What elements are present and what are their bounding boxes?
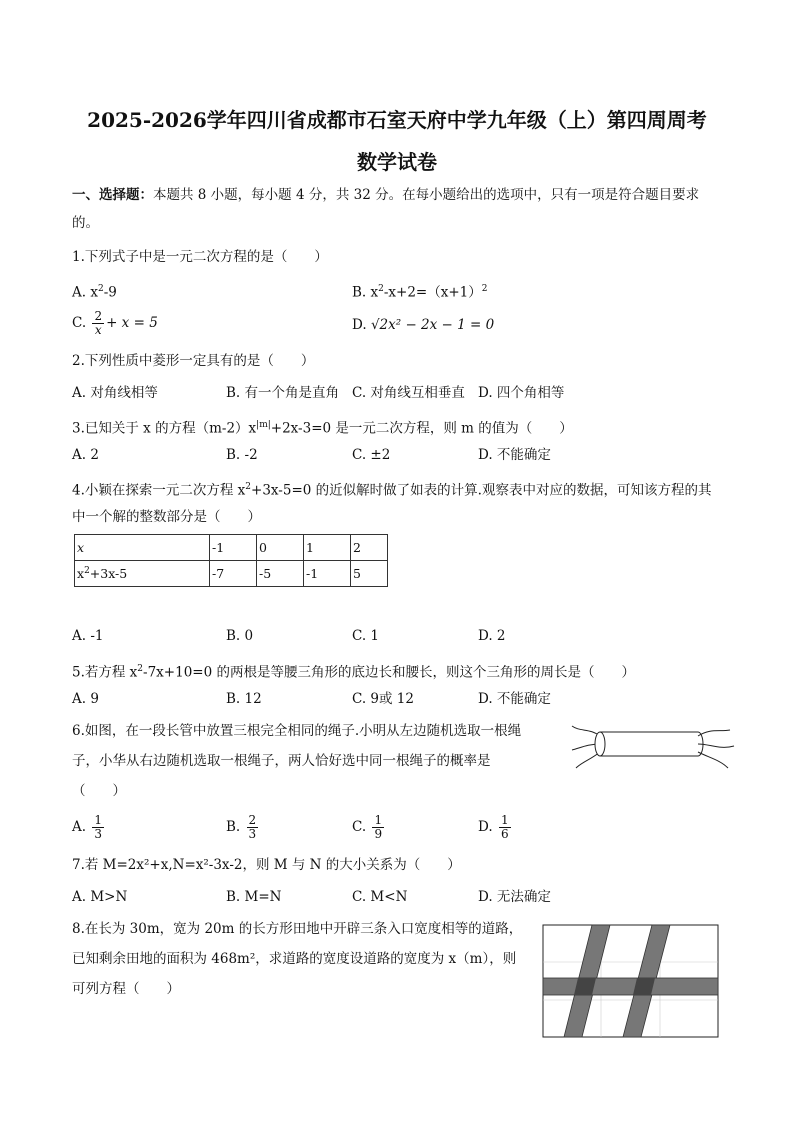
q7-option-a: A. M>N [72,889,128,905]
q4-option-d: D. 2 [478,628,506,644]
q5-option-d: D. 不能确定 [478,691,551,707]
question-5-stem: 5.若方程 $x^2-7x+10=0$ 的两根是等腰三角形的底边长和腰长，则这个三角形的周长是（ ） [72,664,635,681]
q4-option-b: B. 0 [226,628,254,644]
question-7-stem: 7.若 M=2x²+x,N=x²-3x-2，则 M 与 N 的大小关系为（ ） [72,857,461,873]
table-cell: 1 [304,535,351,561]
q4-option-c: C. 1 [352,628,380,644]
table-cell: 0 [257,535,304,561]
q2-option-b: B. 有一个角是直角 [226,385,340,401]
question-2-stem: 2.下列性质中菱形一定具有的是（ ） [72,353,315,369]
q7-option-c: C. M<N [352,889,408,905]
table-row [75,561,388,587]
question-8-stem-line1: 8.在长为 30m，宽为 20m 的长方形田地中开辟三条入口宽度相等的道路， [72,921,523,937]
q3-option-c: C. ±2 [352,447,391,463]
table-cell: -1 [210,535,257,561]
q6-option-a: A. $\frac{1}{3}$ [72,813,102,841]
table-cell: 5 [351,561,388,587]
q2-option-c: C. 对角线互相垂直 [352,385,465,401]
table-cell: -7 [210,561,257,587]
question-6-stem-line2: 子，小华从右边随机选取一根绳子，两人恰好选中同一根绳子的概率是 [72,753,491,769]
table-cell: x [75,535,210,561]
q1-option-a: A. $x^2-9$ [72,284,117,301]
question-8-stem-line2: 已知剩余田地的面积为 468m²，求道路的宽度设道路的宽度为 x（m），则 [72,951,517,967]
question-4-stem-line2: 中一个解的整数部分是（ ） [72,509,261,525]
question-1-stem: 1.下列式子中是一元二次方程的是（ ） [72,249,328,265]
table-row [75,535,388,561]
q1-option-c: C. $\frac{2}{x}$ + x = 5 [72,309,158,337]
q2-option-a: A. 对角线相等 [72,385,158,401]
question-3-stem: 3.已知关于 x 的方程$(m-2)x^{|m|}+2x-3=0$ 是一元二次方程，则 m 的值为（ ） [72,420,573,437]
q6-option-b: B. $\frac{2}{3}$ [226,813,257,841]
q6-option-d: D. $\frac{1}{6}$ [478,813,509,841]
q5-option-a: A. 9 [72,691,99,707]
exam-title-line2: 数学试卷 [357,150,437,174]
table-cell: 2 [351,535,388,561]
section-header-cont: 的。 [72,215,99,231]
q5-option-b: B. 12 [226,691,262,707]
q7-option-b: B. M=N [226,889,282,905]
q5-option-c: C. 9或 12 [352,691,414,707]
question-6-stem-line3: （ ） [72,783,126,799]
q2-option-d: D. 四个角相等 [478,385,565,401]
exam-title-line1: 2025-2026学年四川省成都市石室天府中学九年级（上）第四周周考 [87,108,707,132]
question-6-stem-line1: 6.如图，在一段长管中放置三根完全相同的绳子.小明从左边随机选取一根绳 [72,723,522,739]
q4-data-table [74,534,388,587]
section-header: 一、选择题：本题共 8 小题，每小题 4 分，共 32 分。在每小题给出的选项中，只有一项是符合题目要求 [72,187,700,203]
table-cell: -5 [257,561,304,587]
q4-option-a: A. -1 [72,628,104,644]
q3-option-a: A. 2 [72,447,99,463]
question-4-stem-line1: 4.小颖在探索一元二次方程 $x^2+3x-5=0$ 的近似解时做了如表的计算.观察表中对应的数据，可知该方程的其 [72,482,712,499]
tube-ropes-figure [570,722,742,770]
field-roads-figure [542,924,720,1040]
q6-option-c: C. $\frac{1}{9}$ [352,813,383,841]
q1-option-d: D. √2x² − 2x − 1 = 0 [352,317,495,333]
q1-option-b: B. $x^2-x+2=(x+1)^2$ [352,284,488,301]
table-cell: -1 [304,561,351,587]
q3-option-d: D. 不能确定 [478,447,551,463]
question-8-stem-line3: 可列方程（ ） [72,981,180,997]
table-cell: $x^2+3x-5$ [75,561,210,587]
q3-option-b: B. -2 [226,447,258,463]
q7-option-d: D. 无法确定 [478,889,551,905]
